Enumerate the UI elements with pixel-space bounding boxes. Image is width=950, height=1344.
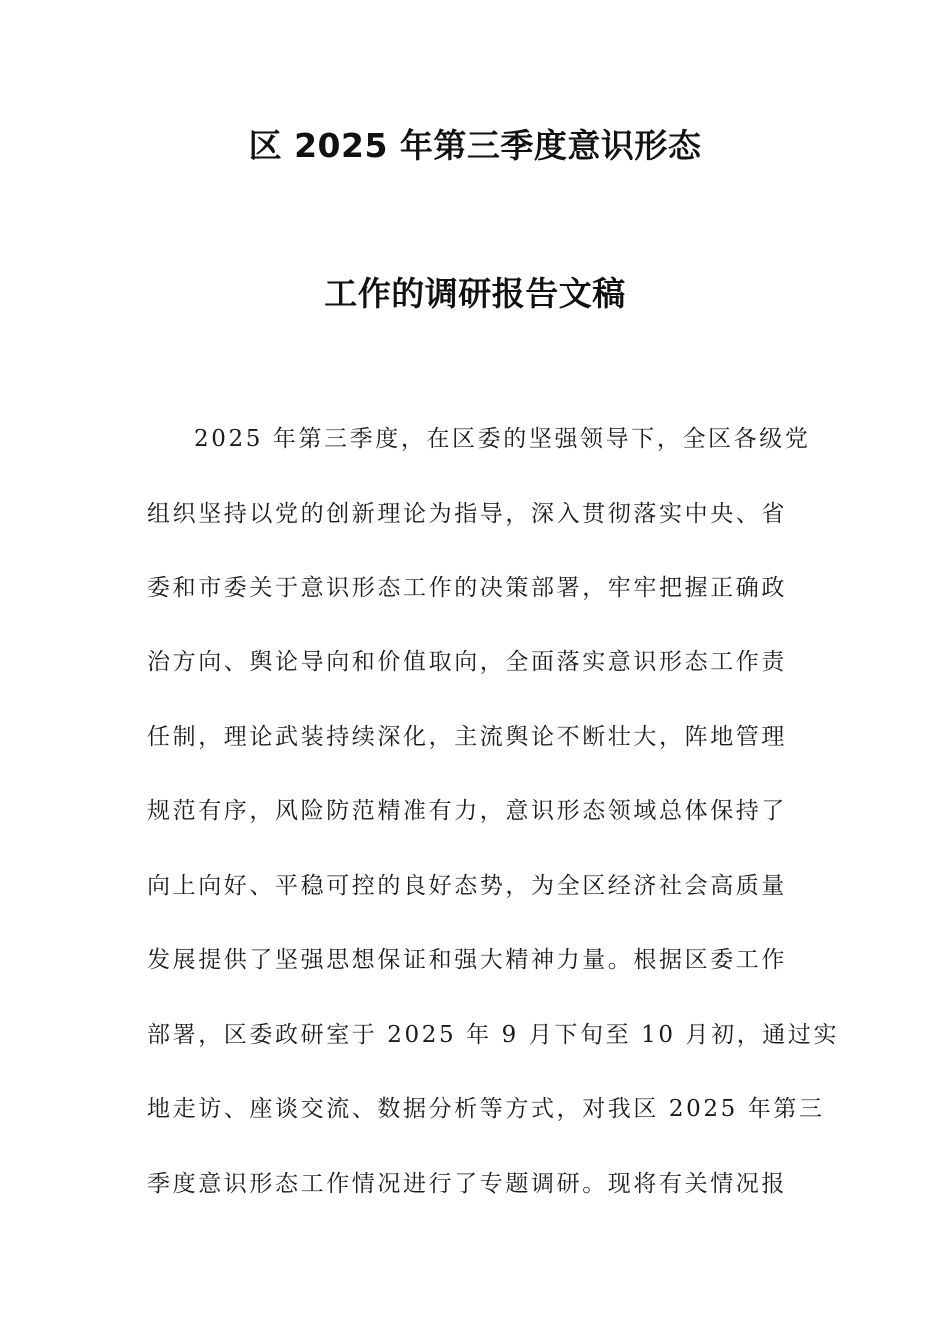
document-title-line-2: 工作的调研报告文稿 xyxy=(324,274,626,313)
paragraph-line-3: 委和市委关于意识形态工作的决策部署，牢牢把握正确政 xyxy=(147,575,787,601)
document-title-line-1: 区 2025 年第三季度意识形态 xyxy=(248,126,702,165)
paragraph-line-6: 规范有序，风险防范精准有力，意识形态领域总体保持了 xyxy=(147,798,787,824)
paragraph-line-7: 向上向好、平稳可控的良好态势，为全区经济社会高质量 xyxy=(147,873,787,899)
paragraph-line-10: 地走访、座谈交流、数据分析等方式，对我区 2025 年第三 xyxy=(147,1096,825,1122)
paragraph-line-11: 季度意识形态工作情况进行了专题调研。现将有关情况报 xyxy=(147,1171,787,1197)
paragraph-line-8: 发展提供了坚强思想保证和强大精神力量。根据区委工作 xyxy=(147,947,787,973)
paragraph-line-5: 任制，理论武装持续深化，主流舆论不断壮大，阵地管理 xyxy=(147,724,787,750)
paragraph-line-2: 组织坚持以党的创新理论为指导，深入贯彻落实中央、省 xyxy=(147,501,787,527)
paragraph-line-4: 治方向、舆论导向和价值取向，全面落实意识形态工作责 xyxy=(147,649,787,675)
paragraph-line-1: 2025 年第三季度，在区委的坚强领导下，全区各级党 xyxy=(194,426,811,452)
paragraph-line-9: 部署，区委政研室于 2025 年 9 月下旬至 10 月初，通过实 xyxy=(147,1022,840,1048)
